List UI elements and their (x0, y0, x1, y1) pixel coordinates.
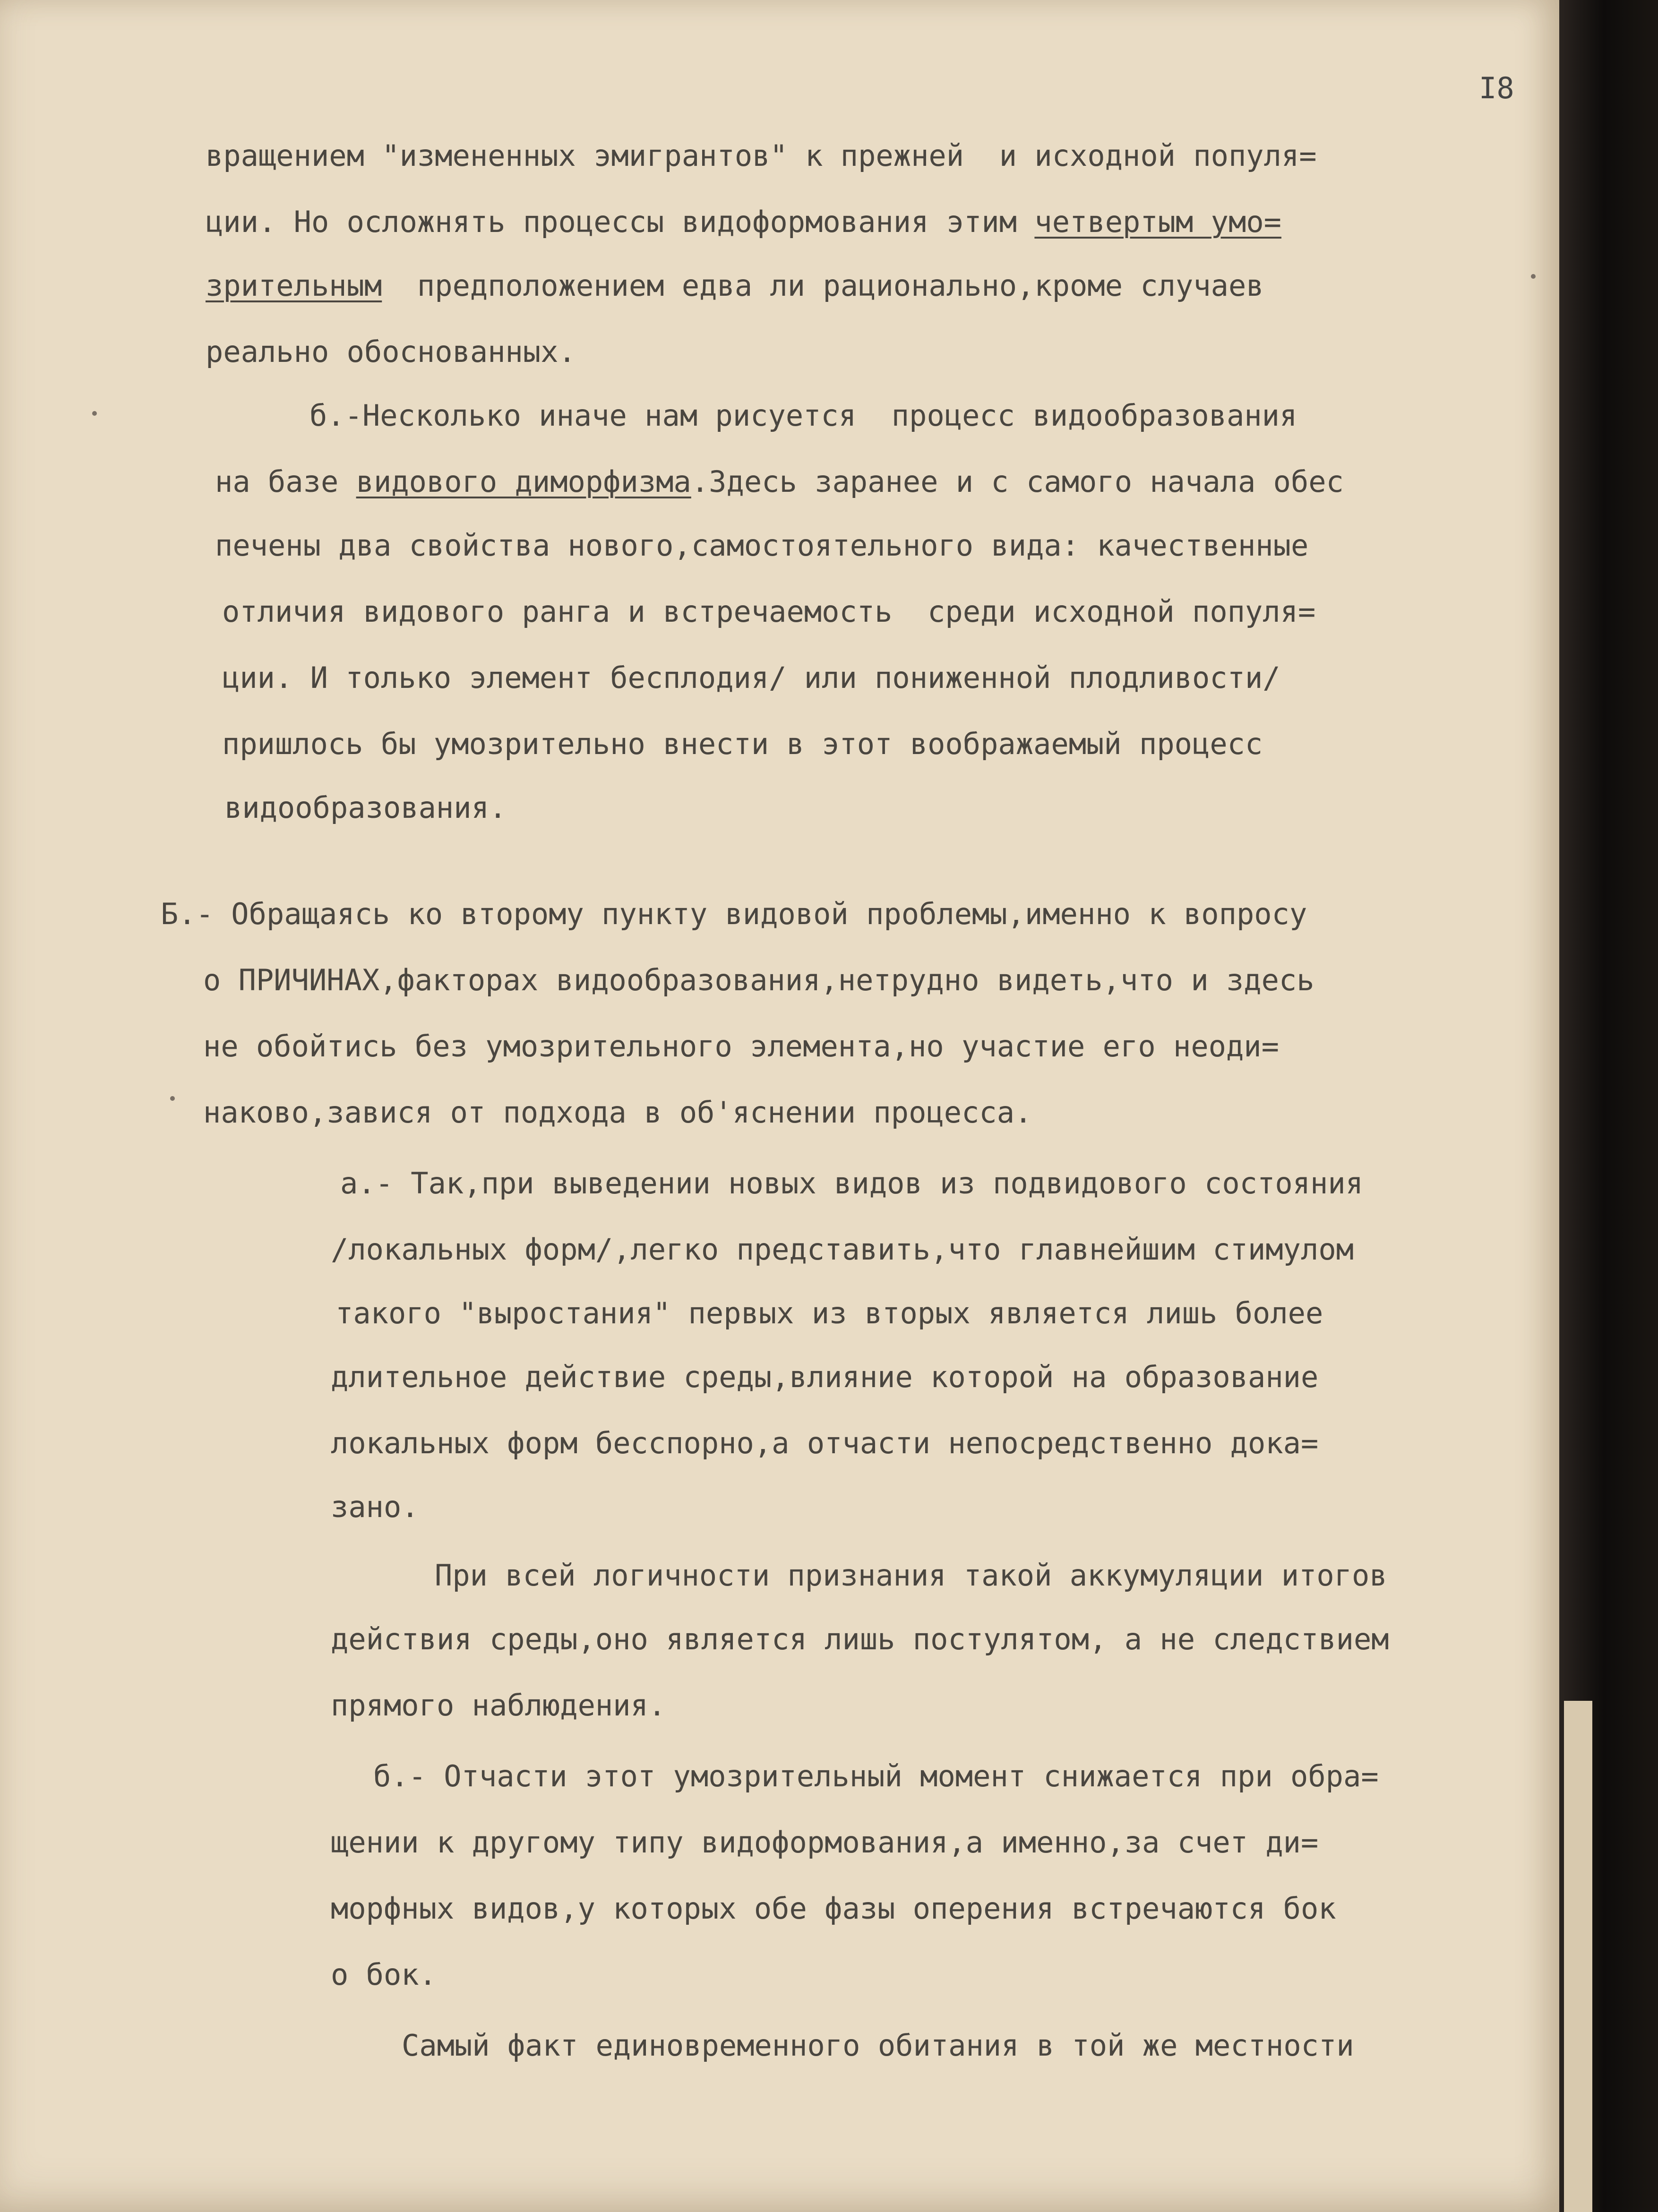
text-line (161, 895, 1307, 933)
line-text: ции. И только элемент бесплодия/ или пониженной плодливости/ (222, 660, 1280, 695)
text-line (331, 1687, 666, 1724)
line-text: вращением "измененных эмигрантов" к прежней и исходной популя= (206, 138, 1317, 173)
line-text: .Здесь заранее и с самого начала обес (691, 464, 1344, 499)
text-line (206, 137, 1317, 175)
line-text: предположением едва ли рационально,кроме случаев (382, 268, 1264, 303)
text-line (435, 1557, 1387, 1595)
line-text: такого "выростания" первых из вторых является лишь более (335, 1296, 1323, 1330)
text-line (222, 593, 1315, 631)
line-text: длительное действие среды,влияние которой на образование (331, 1360, 1319, 1394)
line-text: Б.- Обращаясь ко второму пункту видовой проблемы,именно к вопросу (161, 897, 1307, 931)
line-text: б.-Несколько иначе нам рисуется процесс видообразования (309, 398, 1297, 433)
text-line (203, 1028, 1279, 1065)
text-line (206, 267, 1264, 305)
line-text: б.- Отчасти этот умозрительный момент снижается при обра= (373, 1759, 1379, 1793)
text-line (222, 725, 1263, 763)
line-text: пришлось бы умозрительно внести в этот воображаемый процесс (222, 727, 1263, 761)
line-text: реально обоснованных. (206, 334, 576, 369)
text-line (309, 397, 1297, 435)
line-text: ции. Но осложнять процессы видоформования этим (206, 205, 1035, 239)
paper-speck (1531, 274, 1536, 279)
text-line (402, 2027, 1354, 2065)
underlying-sheet-edge (1564, 1701, 1592, 2212)
text-line (331, 1824, 1318, 1861)
line-text: о ПРИЧИНАХ,факторах видообразования,нетрудно видеть,что и здесь (203, 963, 1314, 997)
text-line (215, 463, 1344, 501)
paper-speck (92, 411, 97, 416)
line-text: наково,завися от подхода в об'яснении процесса. (203, 1095, 1032, 1130)
text-line (331, 1358, 1318, 1396)
text-line (203, 1094, 1032, 1132)
text-line (331, 1424, 1318, 1462)
text-line (222, 659, 1280, 697)
paper-speck (170, 1096, 175, 1101)
text-line (331, 1231, 1354, 1269)
text-line (206, 203, 1281, 241)
line-text: печены два свойства нового,самостоятельного вида: качественные (215, 528, 1309, 563)
text-line (215, 527, 1308, 565)
line-text: морфных видов,у которых обе фазы оперения встречаются бок (331, 1891, 1336, 1926)
line-text: действия среды,оно является лишь постулятом, а не следствием (331, 1622, 1389, 1656)
line-text: на базе (215, 464, 356, 499)
text-line (373, 1758, 1379, 1795)
line-text: При всей логичности признания такой аккумуляции итогов (435, 1558, 1387, 1593)
text-line (340, 1165, 1363, 1202)
line-text: Самый факт единовременного обитания в той же местности (402, 2028, 1354, 2063)
text-line (331, 1890, 1336, 1928)
line-text: видообразования. (224, 790, 507, 825)
text-line (203, 961, 1314, 999)
line-text: а.- Так,при выведении новых видов из подвидового состояния (340, 1166, 1363, 1200)
line-text: прямого наблюдения. (331, 1688, 666, 1723)
line-text: зано. (331, 1490, 419, 1524)
text-line (331, 1620, 1389, 1658)
line-text: отличия видового ранга и встречаемость среди исходной популя= (222, 594, 1316, 629)
underlined-text: четвертым умо= (1034, 205, 1281, 239)
underlined-text: видового диморфизма (356, 464, 691, 499)
line-text: локальных форм бесспорно,а отчасти непосредственно дока= (331, 1426, 1319, 1460)
page-number: I8 (1479, 71, 1514, 105)
text-line (224, 789, 507, 827)
text-line (206, 333, 576, 371)
line-text: щении к другому типу видоформования,а именно,за счет ди= (331, 1825, 1319, 1860)
underlined-text: зрительным (206, 268, 382, 303)
text-line (331, 1956, 437, 1994)
text-line (331, 1488, 419, 1526)
line-text: о бок. (331, 1957, 437, 1992)
line-text: не обойтись без умозрительного элемента,но участие его неоди= (203, 1029, 1279, 1063)
text-line (335, 1295, 1323, 1332)
line-text: /локальных форм/,легко представить,что главнейшим стимулом (331, 1232, 1354, 1267)
